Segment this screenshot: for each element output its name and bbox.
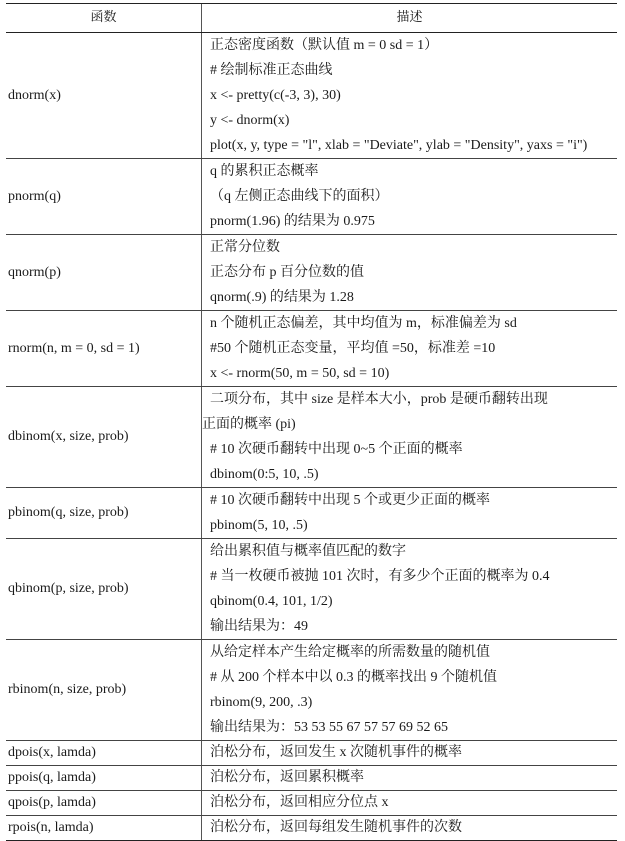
description-line: # 10 次硬币翻转中出现 5 个或更少正面的概率 [210,493,490,508]
description-line: qbinom(0.4, 101, 1/2) [210,594,333,609]
description-line: 输出结果为：49 [210,619,308,634]
description-cell [202,311,617,386]
description-line: # 当一枚硬币被抛 101 次时，有多少个正面的概率为 0.4 [210,569,550,584]
description-cell [202,816,617,840]
description-line: 泊松分布，返回相应分位点 x [210,795,389,810]
table-row [6,488,617,539]
table-row [6,311,617,387]
description-line: 给出累积值与概率值匹配的数字 [210,544,406,559]
description-line: （q 左侧正态曲线下的面积） [210,189,389,204]
description-line: 二项分布，其中 size 是样本大小，prob 是硬币翻转出现 [210,392,548,407]
table-row [6,539,617,640]
description-line: 泊松分布，返回累积概率 [210,770,364,785]
header-description: 描述 [396,10,423,25]
description-cell [202,766,617,790]
description-line: n 个随机正态偏差，其中均值为 m，标准偏差为 sd [210,316,517,331]
description-line: 输出结果为：53 53 55 67 57 57 69 52 65 [210,720,448,735]
description-line: 正态密度函数（默认值 m = 0 sd = 1） [210,38,439,53]
description-line: 泊松分布，返回发生 x 次随机事件的概率 [210,745,462,760]
description-cell [202,741,617,765]
table-header [6,3,617,33]
table-row [6,741,617,766]
table-row [6,235,617,311]
description-line: #50 个随机正态变量，平均值 =50，标准差 =10 [210,341,496,356]
table-row [6,766,617,791]
description-cell [202,33,617,158]
description-cell [202,640,617,740]
function-cell: qbinom(p, size, prob) [6,539,202,639]
description-line: 正态分布 p 百分位数的值 [210,265,364,280]
description-line: plot(x, y, type = "l", xlab = "Deviate", ylab = "Density", yaxs = "i") [210,138,588,153]
function-cell: dnorm(x) [6,33,202,158]
function-cell: dpois(x, lamda) [6,741,202,765]
table-row [6,33,617,159]
description-line: pbinom(5, 10, .5) [210,518,308,533]
description-cell [202,387,617,487]
description-line: q 的累积正态概率 [210,164,319,179]
table-row [6,640,617,741]
function-cell: ppois(q, lamda) [6,766,202,790]
function-cell: rnorm(n, m = 0, sd = 1) [6,311,202,386]
function-table [6,3,617,841]
description-cell [202,539,617,639]
description-line: x <- rnorm(50, m = 50, sd = 10) [210,366,390,381]
description-cell [202,235,617,310]
description-line: rbinom(9, 200, .3) [210,695,313,710]
description-line: x <- pretty(c(-3, 3), 30) [210,88,341,103]
function-cell: qpois(p, lamda) [6,791,202,815]
description-line: y <- dnorm(x) [210,113,290,128]
description-cell [202,159,617,234]
function-cell: dbinom(x, size, prob) [6,387,202,487]
table-row [6,159,617,235]
function-cell: pnorm(q) [6,159,202,234]
function-cell: pbinom(q, size, prob) [6,488,202,538]
table-row [6,387,617,488]
description-line: dbinom(0:5, 10, .5) [210,467,319,482]
description-cell [202,791,617,815]
description-line: # 绘制标准正态曲线 [210,63,333,78]
description-line: 正常分位数 [210,240,280,255]
description-line: # 10 次硬币翻转中出现 0~5 个正面的概率 [210,442,463,457]
description-line: # 从 200 个样本中以 0.3 的概率找出 9 个随机值 [210,670,497,685]
description-line: 正面的概率 (pi) [202,417,296,432]
description-line: 从给定样本产生给定概率的所需数量的随机值 [210,645,490,660]
function-cell: rbinom(n, size, prob) [6,640,202,740]
description-line: qnorm(.9) 的结果为 1.28 [210,290,354,305]
description-line: pnorm(1.96) 的结果为 0.975 [210,214,375,229]
table-row [6,791,617,816]
function-cell: qnorm(p) [6,235,202,310]
description-line: 泊松分布，返回每组发生随机事件的次数 [210,820,462,835]
function-cell: rpois(n, lamda) [6,816,202,840]
header-function: 函数 [6,4,202,32]
table-row [6,816,617,841]
description-cell [202,488,617,538]
